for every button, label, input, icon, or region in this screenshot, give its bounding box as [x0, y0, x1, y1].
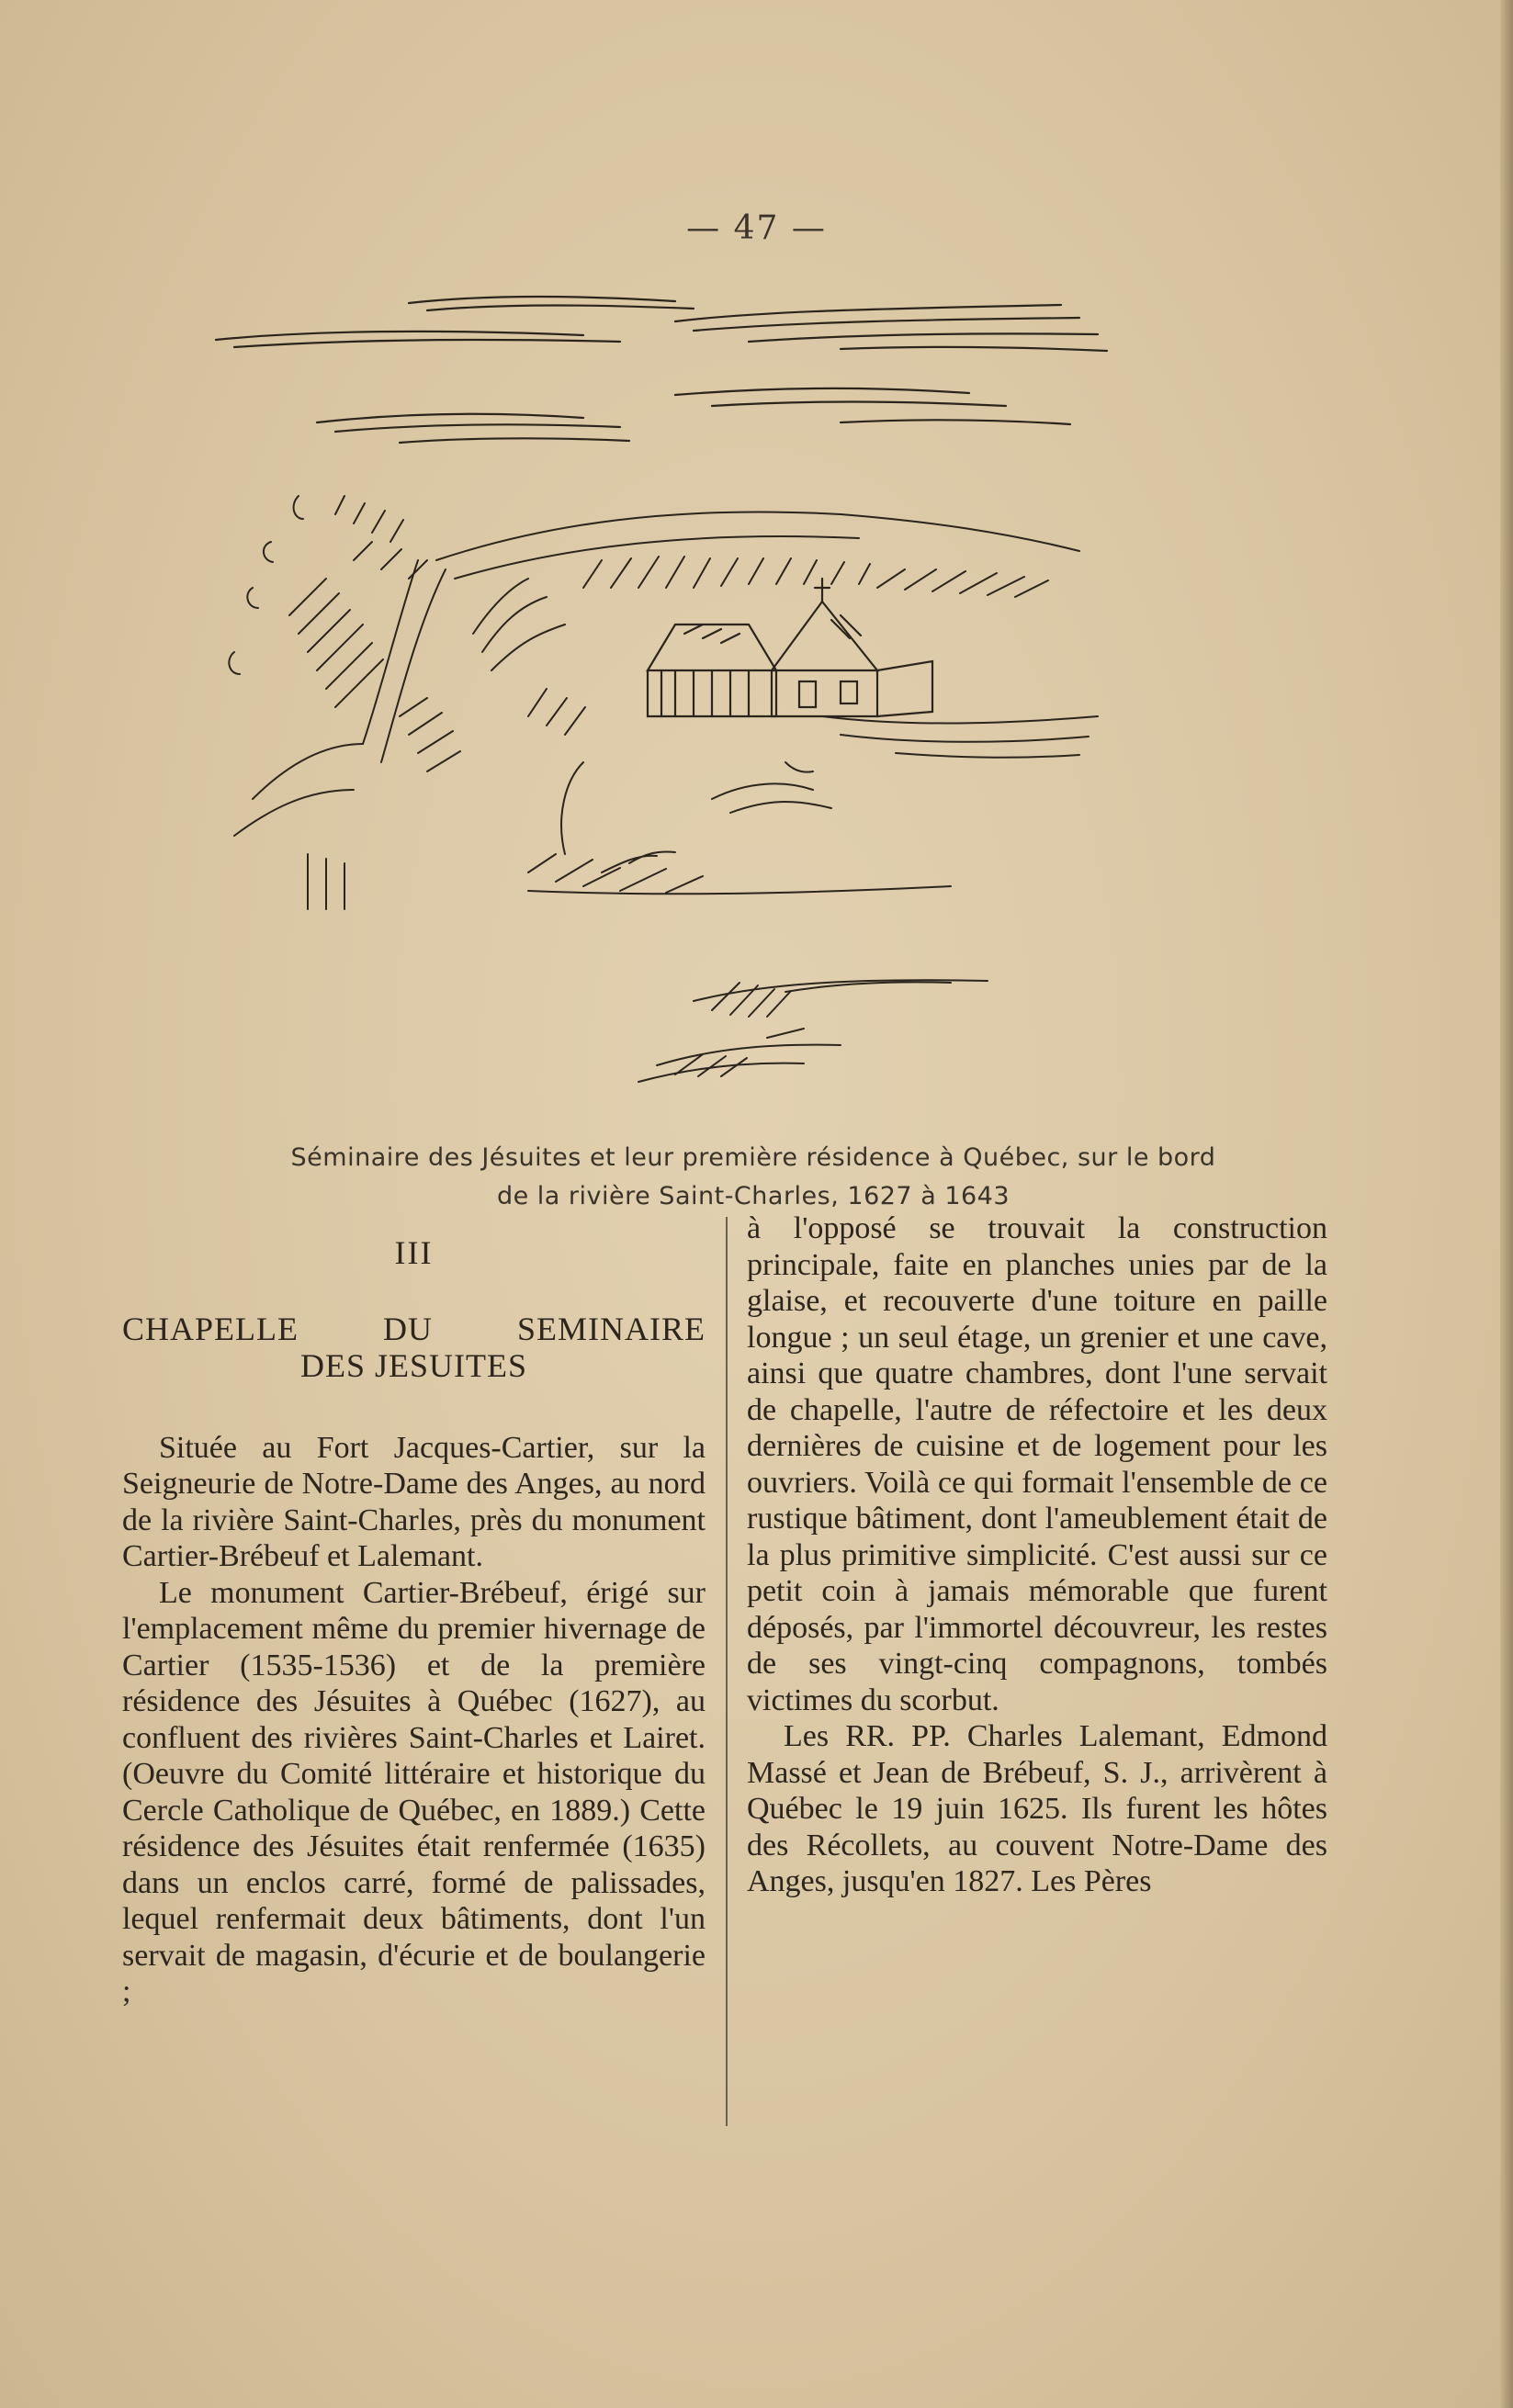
river-sketch [528, 716, 1098, 1082]
chapter-number: III [394, 1234, 434, 1271]
chapter-title-line-2: DES JESUITES [299, 1346, 528, 1384]
seminary-buildings-sketch [648, 579, 932, 716]
left-paragraph-2: Le monument Cartier-Brébeuf, érigé sur l'emplacement même du premier hivernage de Cartier (1535-1536) et de la première résidence des Jésuites à Québec (1627), au confluent des rivières Saint-Charles et Lairet. (Oeuvre du Comité littéraire et historique du Cercle Catholique de Québec, en 1889.) Cette résidence des Jésuites était renfermée (1635) dans un enclos carré, formé de palissades, lequel renfermait deux bâtiments, dont l'un servait de magasin, d'écurie et de boulangerie ; [122, 1575, 706, 2009]
hills-sketch [436, 512, 1079, 597]
right-column [747, 1210, 1327, 1900]
caption-line-1: Séminaire des Jésuites et leur première résidence à Québec, sur le bord [290, 1143, 1216, 1172]
clouds-sketch [216, 297, 1107, 443]
left-paragraph-1: Située au Fort Jacques-Cartier, sur la Seigneurie de Notre-Dame des Anges, au nord de la rivière Saint-Charles, près du monument Cartier-Brébeuf et Lalemant. [122, 1430, 706, 1573]
chapter-title [122, 1311, 706, 1384]
trees-sketch [229, 496, 585, 909]
page-edge [1500, 0, 1513, 2408]
right-paragraph-2: Les RR. PP. Charles Lalemant, Edmond Massé et Jean de Brébeuf, S. J., arrivèrent à Québec le 19 juin 1625. Ils furent les hôtes des Récollets, au couvent Notre-Dame des Anges, jusqu'en 1827. Les Pères [747, 1719, 1327, 1898]
figure-caption [156, 1139, 1350, 1216]
caption-line-2: de la rivière Saint-Charles, 1627 à 1643 [496, 1182, 1011, 1210]
column-divider [726, 1217, 728, 2126]
right-paragraph-1: à l'opposé se trouvait la construction principale, faite en planches unies par de la glaise, et recouverte d'une toiture en paille longue ; un seul étage, un grenier et une cave, ainsi que quatre chambres, dont l'une servait de chapelle, l'autre de réfectoire et les deux dernières de cuisine et de logement pour les ouvriers. Voilà ce qui formait l'ensemble de ce rustique bâtiment, dont l'ameublement était de la plus primitive simplicité. C'est aussi sur ce petit coin à jamais mémorable que furent déposés, par l'immortel découvreur, les restes de ses vingt-cinq compagnons, tombés victimes du scorbut. [747, 1211, 1327, 1717]
page-number: — 47 — [686, 209, 827, 247]
left-column [122, 1235, 706, 2010]
landscape-illustration [198, 285, 1217, 1111]
chapter-title-line-1: CHAPELLE DU SEMINAIRE [122, 1310, 706, 1347]
